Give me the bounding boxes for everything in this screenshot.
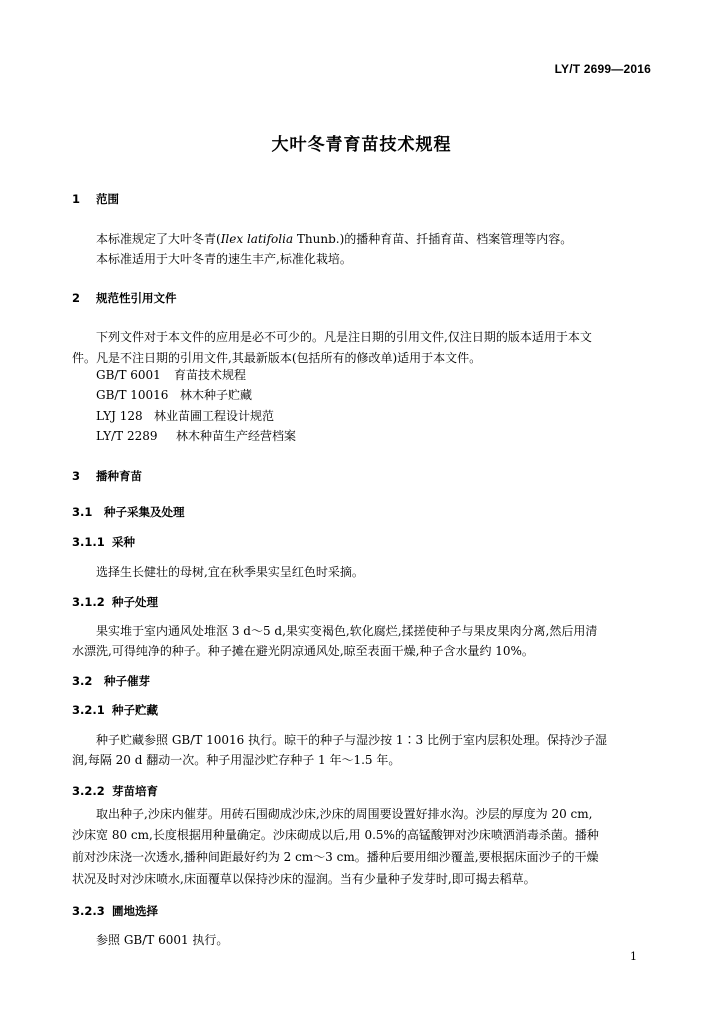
- section-3-1-heading: [72, 504, 185, 520]
- paragraph-line: 前对沙床浇一次透水,播种间距最好约为 2 cm～3 cm。播种后要用细沙覆盖,要根据床面沙子的干燥: [72, 850, 599, 864]
- paragraph-line: 水漂洗,可得纯净的种子。种子摊在避光阴凉通风处,晾至表面干燥,种子含水量约 10%。: [72, 644, 534, 658]
- section-title: 芽苗培育: [112, 784, 158, 798]
- paragraph-line: 种子贮藏参照 GB/T 10016 执行。晾干的种子与湿沙按 1∶3 比例于室内层积处理。保持沙子湿: [96, 733, 607, 747]
- section-number: 3: [72, 469, 81, 483]
- section-title: 种子采集及处理: [104, 505, 185, 519]
- paragraph: 选择生长健壮的母树,宜在秋季果实呈红色时采摘。: [96, 565, 364, 579]
- section-title: 圃地选择: [112, 904, 158, 918]
- page-number: 1: [630, 950, 637, 963]
- section-title: 种子处理: [112, 595, 158, 609]
- reference-code: GB/T 10016: [96, 388, 169, 403]
- section-number: 3.1.2: [72, 595, 105, 609]
- text-run: Thunb.)的播种育苗、扦插育苗、档案管理等内容。: [293, 232, 573, 246]
- text-run: 本标准规定了大叶冬青(: [96, 232, 221, 246]
- reference-item: [96, 385, 296, 405]
- reference-item: [96, 426, 296, 446]
- section-3-heading: [72, 468, 142, 484]
- section-3-1-1-heading: [72, 534, 135, 550]
- section-number: 3.2.2: [72, 784, 105, 798]
- section-title: 规范性引用文件: [96, 291, 177, 305]
- section-number: 3.1.1: [72, 535, 105, 549]
- section-title: 播种育苗: [96, 469, 142, 483]
- section-title: 种子催芽: [104, 674, 150, 688]
- paragraph-line: 状况及时对沙床喷水,床面覆草以保持沙床的湿润。当有少量种子发芽时,即可揭去稻草。: [72, 872, 536, 886]
- section-number: 3.1: [72, 505, 93, 519]
- section-number: 3.2.1: [72, 703, 105, 717]
- reference-code: GB/T 6001: [96, 368, 161, 382]
- document-title: 大叶冬青育苗技术规程: [271, 135, 452, 155]
- section-3-2-2-heading: [72, 783, 158, 799]
- section-number: 2: [72, 291, 81, 305]
- reference-code: LYJ 128: [96, 408, 143, 423]
- reference-name: 林业苗圃工程设计规范: [154, 408, 275, 423]
- section-title: 采种: [112, 535, 135, 549]
- section-1-heading: [72, 191, 119, 207]
- section-number: 3.2: [72, 674, 93, 688]
- section-3-2-heading: [72, 673, 150, 689]
- section-title: 种子贮藏: [112, 703, 158, 717]
- standard-code: LY/T 2699—2016: [554, 62, 651, 76]
- section-3-1-2-heading: [72, 594, 158, 610]
- paragraph-line: 沙床宽 80 cm,长度根据用种量确定。沙床砌成以后,用 0.5%的高锰酸钾对沙床喷洒消毒杀菌。播种: [72, 828, 599, 842]
- section-2-heading: [72, 290, 177, 306]
- paragraph-line: 润,每隔 20 d 翻动一次。种子用湿沙贮存种子 1 年～1.5 年。: [72, 753, 401, 767]
- section-number: 3.2.3: [72, 904, 105, 918]
- paragraph-line: 果实堆于室内通风处堆沤 3 d～5 d,果实变褐色,软化腐烂,揉搓使种子与果皮果肉分离,然后用清: [96, 624, 598, 638]
- reference-item: [96, 406, 296, 426]
- reference-name: 林木种苗生产经营档案: [176, 428, 297, 443]
- latin-name: Ilex latifolia: [220, 232, 294, 246]
- reference-name: 育苗技术规程: [174, 368, 247, 382]
- paragraph-line: 取出种子,沙床内催芽。用砖石围砌成沙床,沙床的周围要设置好排水沟。沙层的厚度为 20 cm,: [96, 807, 593, 821]
- paragraph: 参照 GB/T 6001 执行。: [96, 933, 229, 947]
- reference-code: LY/T 2289: [96, 428, 158, 443]
- section-number: 1: [72, 192, 81, 206]
- reference-list: [96, 365, 296, 446]
- paragraph: [96, 230, 657, 247]
- section-title: 范围: [96, 192, 119, 206]
- paragraph: 本标准适用于大叶冬青的速生丰产,标准化栽培。: [96, 252, 352, 266]
- paragraph-line: 件。凡是不注日期的引用文件,其最新版本(包括所有的修改单)适用于本文件。: [72, 351, 482, 365]
- reference-name: 林木种子贮藏: [180, 388, 253, 403]
- section-3-2-3-heading: [72, 903, 158, 919]
- paragraph-line: 下列文件对于本文件的应用是必不可少的。凡是注日期的引用文件,仅注日期的版本适用于本文: [96, 330, 592, 344]
- reference-item: [96, 365, 296, 385]
- section-3-2-1-heading: [72, 702, 158, 718]
